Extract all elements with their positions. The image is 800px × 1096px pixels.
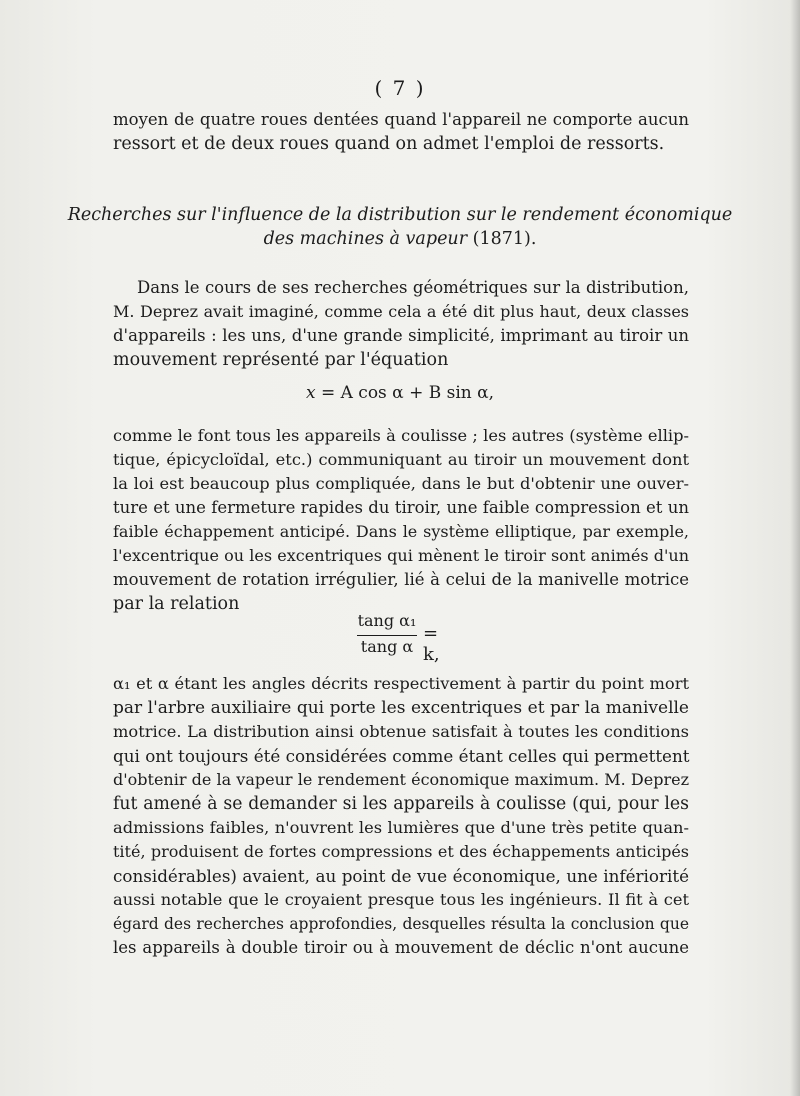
text-line: motrice. La distribution ainsi obtenue satisfait à toutes les conditions (113, 722, 689, 741)
section-heading-line-2: des machines à vapeur (1871). (263, 229, 537, 249)
text-line: α₁ et α étant les angles décrits respectivement à partir du point mort (113, 674, 689, 693)
section-heading-year: (1871). (472, 229, 537, 249)
text-line: M. Deprez avait imaginé, comme cela a été dit plus haut, deux classes (113, 302, 689, 321)
page-edge-shadow (790, 0, 800, 1096)
text-line: par l'arbre auxiliaire qui porte les excentriques et par la manivelle (113, 698, 689, 718)
page-number: ( 7 ) (374, 76, 426, 100)
text-line: tité, produisent de fortes compressions et des échappements anticipés (113, 842, 689, 861)
text-line: Dans le cours de ses recherches géométriques sur la distribution, (137, 278, 689, 297)
text-line: mouvement représenté par l'équation (113, 350, 449, 370)
text-line: ressort et de deux roues quand on admet l'emploi de ressorts. (113, 134, 665, 154)
text-line: d'obtenir de la vapeur le rendement économique maximum. M. Deprez (113, 770, 689, 789)
equation-tangent-ratio (355, 611, 455, 665)
equation-cosine: x = A cos α + B sin α, (305, 383, 495, 403)
text-line: les appareils à double tiroir ou à mouvement de déclic n'ont aucune (113, 938, 689, 957)
equation-rhs: = k, (423, 623, 440, 665)
text-line: qui ont toujours été considérées comme étant celles qui permettent (113, 746, 690, 766)
text-line: d'appareils : les uns, d'une grande simplicité, imprimant au tiroir un (113, 326, 689, 345)
text-line: comme le font tous les appareils à coulisse ; les autres (système ellip- (113, 426, 689, 445)
fraction-bar (357, 635, 417, 636)
text-line: l'excentrique ou les excentriques qui mènent le tiroir sont animés d'un (113, 546, 689, 565)
section-heading-line-1: Recherches sur l'influence de la distribution sur le rendement économique (67, 205, 733, 225)
text-line: mouvement de rotation irrégulier, lié à celui de la manivelle motrice (113, 570, 689, 589)
fraction-numerator: tang α₁ (357, 611, 417, 630)
text-line: la loi est beaucoup plus compliquée, dans le but d'obtenir une ouver- (113, 474, 689, 493)
text-line: ture et une fermeture rapides du tiroir, une faible compression et un (113, 498, 689, 517)
text-line: faible échappement anticipé. Dans le système elliptique, par exemple, (113, 522, 689, 541)
text-line: admissions faibles, n'ouvrent les lumières que d'une très petite quan- (113, 818, 689, 837)
text-line: égard des recherches approfondies, desquelles résulta la conclusion que (113, 915, 689, 933)
text-line: aussi notable que le croyaient presque tous les ingénieurs. Il fit à cet (113, 890, 689, 909)
text-line: par la relation (113, 594, 240, 614)
fraction-denominator: tang α (360, 637, 414, 656)
text-line: tique, épicycloïdal, etc.) communiquant au tiroir un mouvement dont (113, 450, 689, 469)
text-line: fut amené à se demander si les appareils à coulisse (qui, pour les (113, 794, 689, 814)
text-line: moyen de quatre roues dentées quand l'appareil ne comporte aucun (113, 110, 689, 129)
text-line: considérables) avaient, au point de vue économique, une infériorité (113, 866, 689, 886)
